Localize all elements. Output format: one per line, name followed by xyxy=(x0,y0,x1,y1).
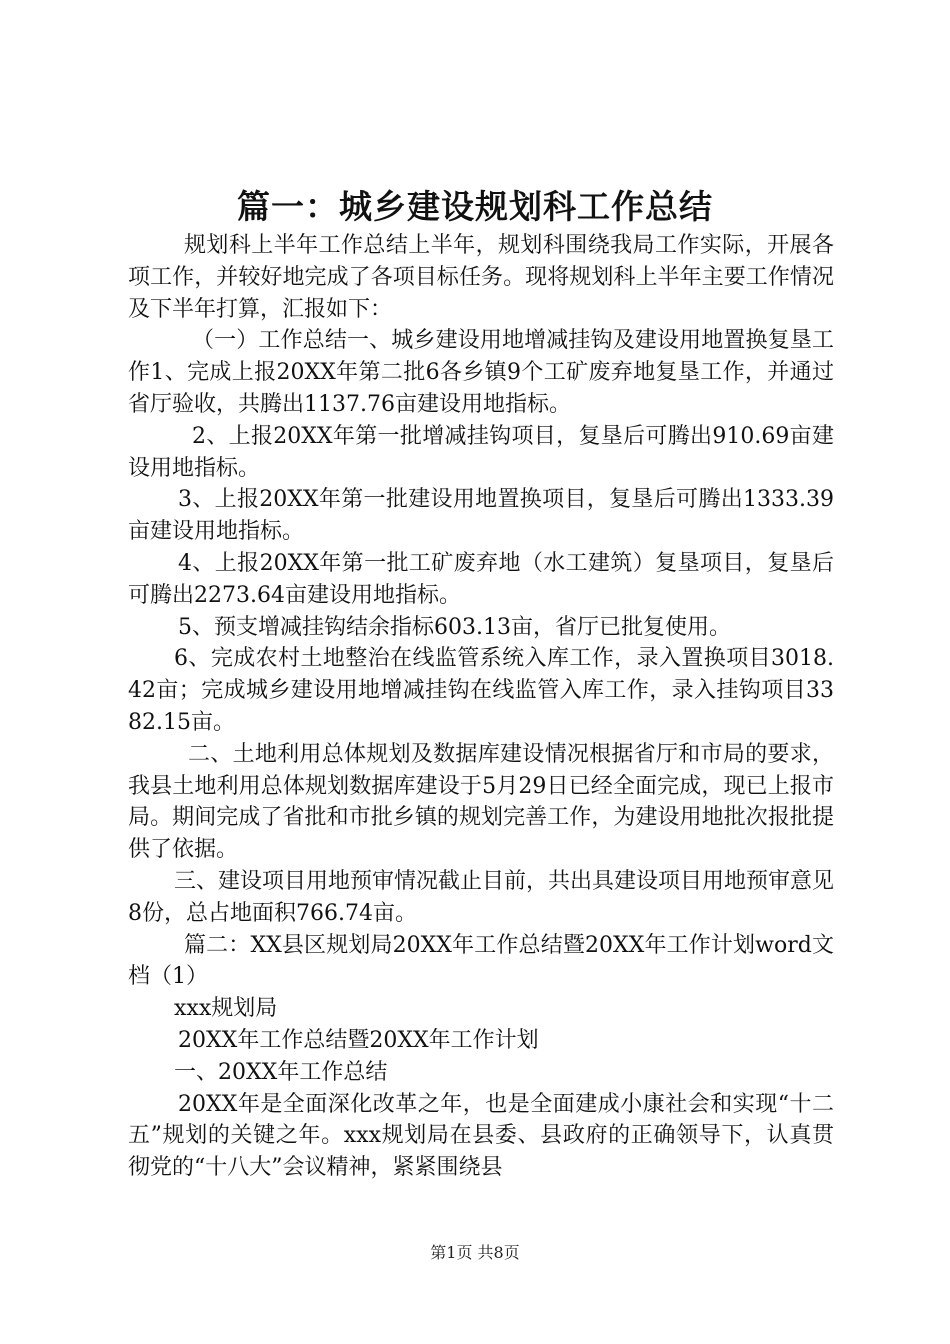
paragraph: 篇二：XX县区规划局20XX年工作总结暨20XX年工作计划word文档（1） xyxy=(128,932,834,990)
page-footer: 第1页 共8页 xyxy=(430,1243,520,1262)
paragraph: 20XX年工作总结暨20XX年工作计划 xyxy=(178,1027,539,1053)
document-body xyxy=(128,230,834,1184)
document-title: 篇一：城乡建设规划科工作总结 xyxy=(237,187,713,226)
paragraph: 一、20XX年工作总结 xyxy=(174,1059,388,1085)
paragraph: （一）工作总结一、城乡建设用地增减挂钩及建设用地置换复垦工作1、完成上报20XX年第二批6各乡镇9个工矿废弃地复垦工作，并通过省厅验收，共腾出1137.76亩建设用地指标。 xyxy=(128,328,834,417)
paragraph: 三、建设项目用地预审情况截止目前，共出具建设项目用地预审意见8份，总占地面积766.74亩。 xyxy=(128,868,835,926)
paragraph: 20XX年是全面深化改革之年，也是全面建成小康社会和实现“十二五”规划的关键之年。xxx规划局在县委、县政府的正确领导下，认真贯彻党的“十八大”会议精神，紧紧围绕县 xyxy=(128,1091,834,1181)
paragraph: 二、土地利用总体规划及数据库建设情况根据省厅和市局的要求，我县土地利用总体规划数据库建设于5月29日已经全面完成，现已上报市局。期间完成了省批和市批乡镇的规划完善工作，为建设用地批次报批提供了依据。 xyxy=(128,741,834,863)
paragraph: 6、完成农村土地整治在线监管系统入库工作，录入置换项目3018.42亩；完成城乡建设用地增减挂钩在线监管入库工作，录入挂钩项目3382.15亩。 xyxy=(128,646,834,735)
paragraph: 规划科上半年工作总结上半年，规划科围绕我局工作实际，开展各项工作，并较好地完成了各项目标任务。现将规划科上半年主要工作情况及下半年打算，汇报如下： xyxy=(128,233,834,322)
paragraph: 4、上报20XX年第一批工矿废弃地（水工建筑）复垦项目，复垦后可腾出2273.64亩建设用地指标。 xyxy=(128,550,834,608)
paragraph: 3、上报20XX年第一批建设用地置换项目，复垦后可腾出1333.39亩建设用地指标。 xyxy=(128,487,834,545)
paragraph: 5、预支增减挂钩结余指标603.13亩，省厅已批复使用。 xyxy=(178,614,731,640)
paragraph: xxx规划局 xyxy=(174,996,278,1022)
paragraph: 2、上报20XX年第一批增减挂钩项目，复垦后可腾出910.69亩建设用地指标。 xyxy=(128,423,834,481)
